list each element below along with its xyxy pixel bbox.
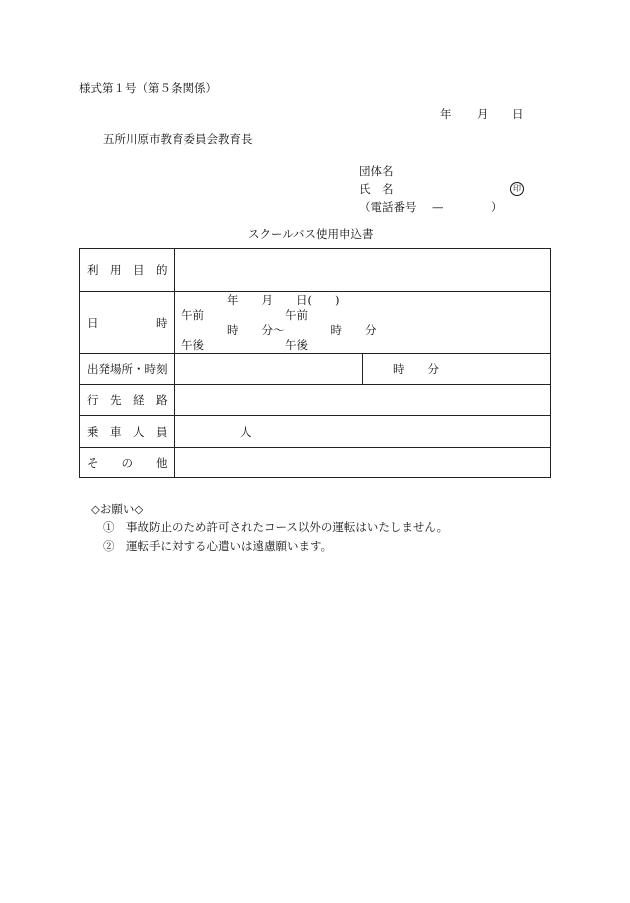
label-purpose: 利 用 目 的	[87, 263, 168, 277]
addressee: 五所川原市教育委員会教育長	[103, 132, 253, 146]
route-field[interactable]	[176, 385, 550, 414]
notes-heading: ◇お願い◇	[91, 502, 144, 516]
phone-label: （電話番号	[359, 200, 417, 214]
other-field[interactable]	[176, 448, 550, 476]
departure-place-field[interactable]	[176, 354, 361, 383]
phone-dash: —	[432, 200, 444, 214]
date-month: 月	[477, 107, 489, 121]
applicant-name-label: 氏 名	[359, 182, 394, 196]
start-pm-label: 午後	[181, 338, 204, 352]
label-route: 行 先 経 路	[87, 393, 168, 407]
label-other: そ の 他	[87, 456, 168, 470]
end-am-label: 午前	[285, 308, 308, 322]
form-number: 様式第１号（第５条関係）	[79, 81, 217, 95]
purpose-field[interactable]	[176, 249, 550, 291]
application-table	[79, 248, 551, 478]
departure-time: 時 分	[393, 362, 439, 376]
note-item: ② 運転手に対する心遣いは遠慮願います。	[103, 539, 333, 553]
note-item: ① 事故防止のため許可されたコース以外の運転はいたしません。	[103, 520, 449, 534]
org-name-label: 団体名	[359, 164, 394, 178]
end-pm-label: 午後	[285, 338, 308, 352]
label-datetime: 日 時	[87, 316, 168, 330]
label-departure: 出発場所・時刻	[87, 362, 168, 376]
datetime-time-range: 時 分～ 時 分	[227, 323, 377, 337]
passengers-unit: 人	[240, 425, 252, 439]
phone-close: ）	[491, 200, 503, 214]
start-am-label: 午前	[181, 308, 204, 322]
label-passengers: 乗 車 人 員	[87, 425, 168, 439]
seal-mark: 印	[510, 182, 524, 196]
datetime-ymd: 年 月 日( )	[227, 293, 340, 307]
date-year: 年	[440, 107, 452, 121]
form-title: スクールバス使用申込書	[248, 227, 374, 241]
date-day: 日	[512, 107, 524, 121]
